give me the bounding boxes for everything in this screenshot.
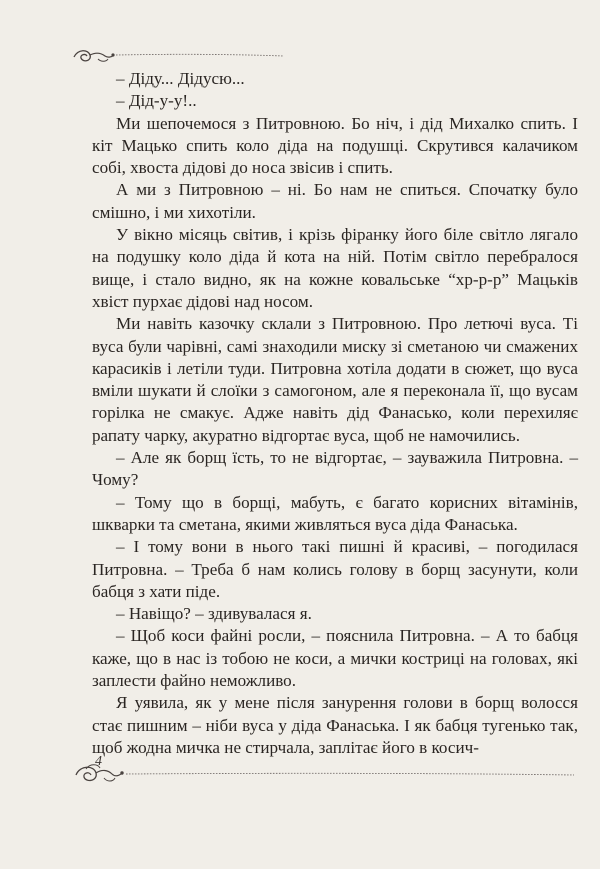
text-paragraph: – Тому що в борщі, мабуть, є багато корисних вітамінів, шкварки та сметана, якими живляться вуса діда Фанаська. [92,492,578,534]
text-paragraph: Ми навіть казочку склали з Питровною. Про летючі вуса. Ті вуса були чарівні, самі знаходили миску зі сметаною чи смажених карасиків і летіли туди. Питровна хотіла додати в сюжет, що вуса вміли шукати й слоїки з самогоном, але я переконала її, що вусам горілка не смакує. Адже навіть дід Фанасько, коли перехиляє рапату чарку, акуратно відгортає вуса, щоб не намочились. [92,314,578,445]
text-paragraph: Ми шепочемося з Питровною. Бо ніч, і дід Михалко спить. І кіт Мацько спить коло діда на подушці. Скрутився калачиком собі, хвоста дідові до носа звісив і спить. [92,113,578,178]
text-paragraph: – Діду... Дідусю... [116,69,245,88]
text-paragraph: А ми з Питровною – ні. Бо нам не спиться. Спочатку було смішно, і ми хихотіли. [92,180,578,222]
text-paragraph: – І тому вони в нього такі пишні й красиві, – погодилася Питровна. – Треба б нам колись голову в борщ засунути, коли бабця з хати піде. [92,537,578,601]
top-ornament [68,44,288,68]
text-paragraph: – Дід-у-у!.. [116,91,197,111]
text-paragraph: – Щоб коси файні росли, – пояснила Питровна. – А то бабця каже, що в нас із тобою не коси, а мички кострицi на головах, які заплести файно неможливо. [92,626,578,691]
bottom-ornament [72,761,578,789]
text-paragraph: – Але як борщ їсть, то не відгортає, – зауважила Питровна. – Чому? [92,448,578,490]
chapter-text [92,68,578,759]
text-paragraph: У вікно місяць світив, і крізь фіранку його біле світло лягало на подушку коло діда й кота на ній. Потім світло перебралося вище, і стало видно, як на кожне ковальське “хр-р-р” Мацьків хвіст пурхає дідові над носом. [92,225,578,311]
text-paragraph: – Навіщо? – здивувалася я. [116,604,312,624]
text-paragraph: Я уявила, як у мене після занурення голови в борщ волосся стає пишним – ніби вуса у діда Фанаська. І як бабця тугенько так, щоб жодна мичка не стирчала, заплітає його в косич- [92,693,578,757]
page-number: 4 [95,754,102,769]
